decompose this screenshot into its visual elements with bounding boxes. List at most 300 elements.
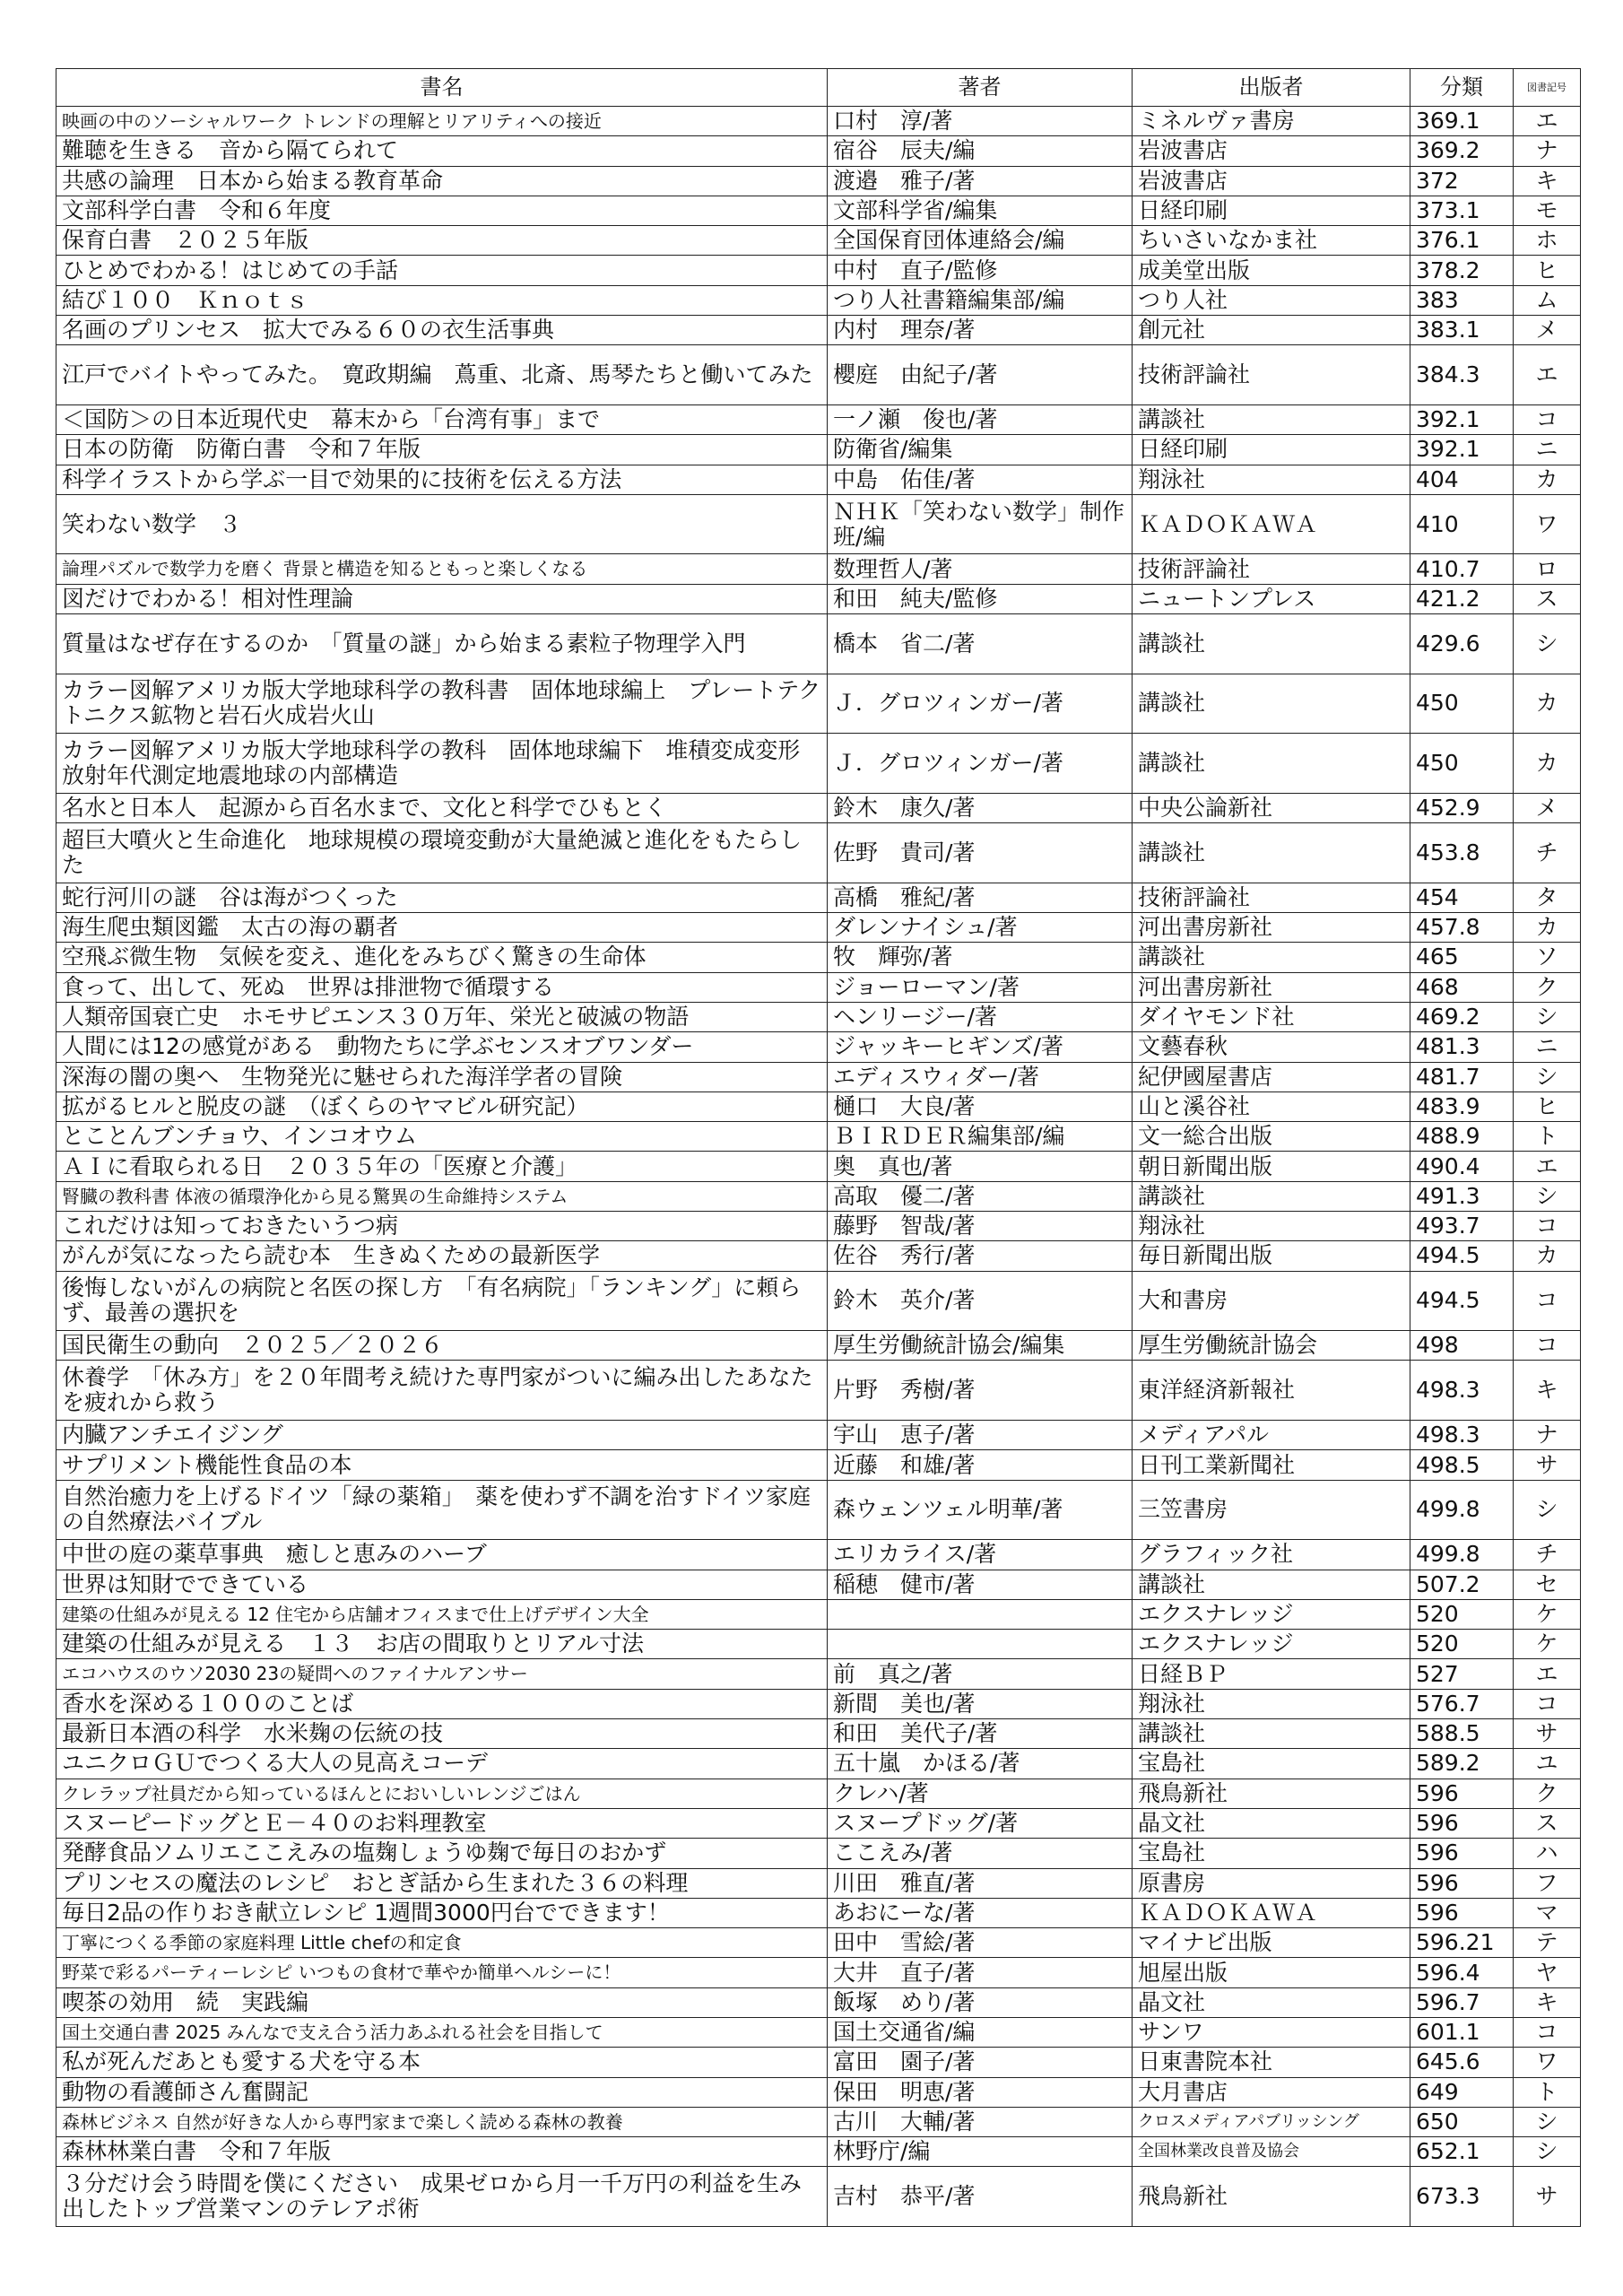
cell-title: 森林ビジネス 自然が好きな人から専門家まで楽しく読める森林の教養 xyxy=(56,2107,828,2136)
header-mark: 図書記号 xyxy=(1514,69,1581,107)
cell-mark: カ xyxy=(1514,734,1581,794)
cell-author: 厚生労働統計協会/編集 xyxy=(828,1331,1133,1361)
cell-title: カラー図解アメリカ版大学地球科学の教科書 固体地球編上 プレートテクトニクス鉱物と岩石火成岩火山 xyxy=(56,674,828,734)
cell-classification: 378.2 xyxy=(1410,256,1514,285)
cell-mark: カ xyxy=(1514,465,1581,494)
cell-mark: サ xyxy=(1514,1450,1581,1480)
cell-title: 人類帝国衰亡史 ホモサピエンス３０万年、栄光と破滅の物語 xyxy=(56,1002,828,1031)
cell-title: 建築の仕組みが見える 12 住宅から店舗オフィスまで仕上げデザイン大全 xyxy=(56,1599,828,1629)
cell-mark: ヒ xyxy=(1514,1091,1581,1121)
cell-author: 宇山 恵子/著 xyxy=(828,1421,1133,1450)
table-row xyxy=(56,1630,1581,1659)
table-row xyxy=(56,1091,1581,1121)
cell-classification: 481.7 xyxy=(1410,1062,1514,1091)
cell-publisher: 飛鳥新社 xyxy=(1133,1779,1410,1808)
table-row xyxy=(56,1839,1581,1868)
cell-publisher: 文藝春秋 xyxy=(1133,1032,1410,1062)
cell-publisher: 講談社 xyxy=(1133,1570,1410,1599)
table-row xyxy=(56,1779,1581,1808)
cell-publisher: 宝島社 xyxy=(1133,1749,1410,1779)
header-publisher: 出版者 xyxy=(1133,69,1410,107)
cell-title: 後悔しないがんの病院と名医の探し方 「有名病院」「ランキング」に頼らず、最善の選択を xyxy=(56,1271,828,1331)
cell-author: 佐谷 秀行/著 xyxy=(828,1241,1133,1271)
cell-title: 建築の仕組みが見える １３ お店の間取りとリアル寸法 xyxy=(56,1630,828,1659)
cell-classification: 452.9 xyxy=(1410,793,1514,822)
cell-publisher: メディアパル xyxy=(1133,1421,1410,1450)
table-row xyxy=(56,1062,1581,1091)
cell-author: 富田 園子/著 xyxy=(828,2048,1133,2077)
cell-mark: ク xyxy=(1514,972,1581,1002)
cell-mark: エ xyxy=(1514,1152,1581,1181)
table-row xyxy=(56,136,1581,166)
cell-title: 映画の中のソーシャルワーク トレンドの理解とリアリティへの接近 xyxy=(56,107,828,136)
table-row xyxy=(56,1868,1581,1898)
cell-classification: 596 xyxy=(1410,1868,1514,1898)
cell-author: 樋口 大良/著 xyxy=(828,1091,1133,1121)
cell-publisher: 技術評論社 xyxy=(1133,883,1410,912)
cell-author: 佐野 貴司/著 xyxy=(828,823,1133,883)
cell-publisher: 講談社 xyxy=(1133,674,1410,734)
table-row xyxy=(56,2077,1581,2107)
cell-publisher: 河出書房新社 xyxy=(1133,972,1410,1002)
cell-classification: 596 xyxy=(1410,1839,1514,1868)
cell-classification: 498.3 xyxy=(1410,1361,1514,1421)
cell-title: 蛇行河川の謎 谷は海がつくった xyxy=(56,883,828,912)
cell-classification: 494.5 xyxy=(1410,1271,1514,1331)
table-row xyxy=(56,2048,1581,2077)
cell-classification: 465 xyxy=(1410,943,1514,972)
cell-author: 文部科学省/編集 xyxy=(828,196,1133,225)
table-row xyxy=(56,1808,1581,1838)
cell-author: 高取 優二/著 xyxy=(828,1181,1133,1211)
table-row xyxy=(56,256,1581,285)
cell-classification: 499.8 xyxy=(1410,1480,1514,1540)
cell-title: 海生爬虫類図鑑 太古の海の覇者 xyxy=(56,913,828,943)
table-row xyxy=(56,1719,1581,1749)
cell-mark: ロ xyxy=(1514,554,1581,584)
table-row xyxy=(56,1570,1581,1599)
cell-mark: ヤ xyxy=(1514,1958,1581,1987)
cell-publisher: 河出書房新社 xyxy=(1133,913,1410,943)
cell-mark: コ xyxy=(1514,1331,1581,1361)
cell-classification: 384.3 xyxy=(1410,345,1514,405)
cell-title: 発酵食品ソムリエここえみの塩麹しょうゆ麹で毎日のおかず xyxy=(56,1839,828,1868)
cell-publisher: 東洋経済新報社 xyxy=(1133,1361,1410,1421)
cell-publisher: 飛鳥新社 xyxy=(1133,2167,1410,2227)
cell-publisher: 技術評論社 xyxy=(1133,554,1410,584)
cell-title: 名水と日本人 起源から百名水まで、文化と科学でひもとく xyxy=(56,793,828,822)
cell-mark: コ xyxy=(1514,2018,1581,2048)
cell-classification: 369.2 xyxy=(1410,136,1514,166)
cell-title: 日本の防衛 防衛白書 令和７年版 xyxy=(56,435,828,465)
cell-mark: キ xyxy=(1514,166,1581,196)
cell-author xyxy=(828,1630,1133,1659)
cell-mark: ホ xyxy=(1514,226,1581,256)
cell-title: 科学イラストから学ぶ一目で効果的に技術を伝える方法 xyxy=(56,465,828,494)
table-row xyxy=(56,2107,1581,2136)
cell-mark: ナ xyxy=(1514,1421,1581,1450)
cell-author: 数理哲人/著 xyxy=(828,554,1133,584)
cell-mark: ケ xyxy=(1514,1630,1581,1659)
header-classification: 分類 xyxy=(1410,69,1514,107)
cell-classification: 520 xyxy=(1410,1599,1514,1629)
cell-publisher: 原書房 xyxy=(1133,1868,1410,1898)
cell-mark: チ xyxy=(1514,1540,1581,1570)
cell-classification: 404 xyxy=(1410,465,1514,494)
table-row xyxy=(56,793,1581,822)
cell-mark: ト xyxy=(1514,2077,1581,2107)
cell-classification: 369.1 xyxy=(1410,107,1514,136)
cell-mark: エ xyxy=(1514,1659,1581,1689)
table-row xyxy=(56,2018,1581,2048)
table-row xyxy=(56,943,1581,972)
table-row xyxy=(56,823,1581,883)
cell-publisher: ちいさいなかま社 xyxy=(1133,226,1410,256)
table-row xyxy=(56,404,1581,434)
cell-classification: 410 xyxy=(1410,494,1514,554)
cell-title: 毎日2品の作りおき献立レシピ 1週間3000円台でできます！ xyxy=(56,1898,828,1927)
cell-classification: 576.7 xyxy=(1410,1689,1514,1718)
cell-author: 新間 美也/著 xyxy=(828,1689,1133,1718)
table-row xyxy=(56,1599,1581,1629)
table-row xyxy=(56,1659,1581,1689)
cell-title: サプリメント機能性食品の本 xyxy=(56,1450,828,1480)
cell-publisher: 大和書房 xyxy=(1133,1271,1410,1331)
cell-mark: コ xyxy=(1514,1211,1581,1240)
cell-publisher: サンワ xyxy=(1133,2018,1410,2048)
cell-classification: 372 xyxy=(1410,166,1514,196)
cell-publisher: 旭屋出版 xyxy=(1133,1958,1410,1987)
cell-author: 川田 雅直/著 xyxy=(828,1868,1133,1898)
cell-classification: 373.1 xyxy=(1410,196,1514,225)
cell-author: エリカライス/著 xyxy=(828,1540,1133,1570)
table-row xyxy=(56,972,1581,1002)
table-row xyxy=(56,107,1581,136)
cell-publisher: 日刊工業新聞社 xyxy=(1133,1450,1410,1480)
table-row xyxy=(56,1689,1581,1718)
cell-mark: ス xyxy=(1514,584,1581,613)
cell-mark: タ xyxy=(1514,883,1581,912)
cell-classification: 494.5 xyxy=(1410,1241,1514,1271)
header-title: 書名 xyxy=(56,69,828,107)
cell-publisher: ＫＡＤＯＫＡＷＡ xyxy=(1133,1898,1410,1927)
cell-classification: 498 xyxy=(1410,1331,1514,1361)
cell-mark: カ xyxy=(1514,913,1581,943)
cell-classification: 596.7 xyxy=(1410,1987,1514,2017)
cell-title: 森林林業白書 令和７年版 xyxy=(56,2137,828,2167)
table-row xyxy=(56,1898,1581,1927)
cell-classification: 410.7 xyxy=(1410,554,1514,584)
cell-title: 図だけでわかる！相対性理論 xyxy=(56,584,828,613)
cell-title: 世界は知財でできている xyxy=(56,1570,828,1599)
cell-title: 食って、出して、死ぬ 世界は排泄物で循環する xyxy=(56,972,828,1002)
cell-title: ひとめでわかる！はじめての手話 xyxy=(56,256,828,285)
cell-classification: 589.2 xyxy=(1410,1749,1514,1779)
table-row xyxy=(56,1032,1581,1062)
cell-author: エディスウィダー/著 xyxy=(828,1062,1133,1091)
table-row xyxy=(56,554,1581,584)
cell-author: 高橋 雅紀/著 xyxy=(828,883,1133,912)
cell-publisher: エクスナレッジ xyxy=(1133,1630,1410,1659)
cell-publisher: 岩波書店 xyxy=(1133,136,1410,166)
cell-author: 林野庁/編 xyxy=(828,2137,1133,2167)
cell-title: 結び１００ Ｋｎｏｔｓ xyxy=(56,285,828,315)
cell-title: 難聴を生きる 音から隔てられて xyxy=(56,136,828,166)
cell-author: Ｊ．グロツィンガー/著 xyxy=(828,734,1133,794)
cell-author: ジャッキーヒギンズ/著 xyxy=(828,1032,1133,1062)
cell-mark: フ xyxy=(1514,1868,1581,1898)
cell-title: 内臓アンチエイジング xyxy=(56,1421,828,1450)
book-list-table xyxy=(56,68,1581,2227)
cell-title: 空飛ぶ微生物 気候を変え、進化をみちびく驚きの生命体 xyxy=(56,943,828,972)
cell-mark: カ xyxy=(1514,1241,1581,1271)
cell-mark: サ xyxy=(1514,2167,1581,2227)
cell-classification: 650 xyxy=(1410,2107,1514,2136)
cell-publisher: ダイヤモンド社 xyxy=(1133,1002,1410,1031)
cell-classification: 596 xyxy=(1410,1898,1514,1927)
table-row xyxy=(56,2167,1581,2227)
cell-mark: ナ xyxy=(1514,136,1581,166)
cell-author: 和田 純夫/監修 xyxy=(828,584,1133,613)
cell-mark: シ xyxy=(1514,2107,1581,2136)
cell-publisher: クロスメディアパブリッシング xyxy=(1133,2107,1410,2136)
cell-mark: シ xyxy=(1514,614,1581,674)
cell-classification: 457.8 xyxy=(1410,913,1514,943)
cell-classification: 645.6 xyxy=(1410,2048,1514,2077)
cell-mark: シ xyxy=(1514,2137,1581,2167)
cell-author: クレハ/著 xyxy=(828,1779,1133,1808)
cell-mark: ニ xyxy=(1514,435,1581,465)
table-row xyxy=(56,883,1581,912)
cell-author: 櫻庭 由紀子/著 xyxy=(828,345,1133,405)
cell-publisher: 創元社 xyxy=(1133,316,1410,345)
cell-author: 防衛省/編集 xyxy=(828,435,1133,465)
cell-title: 論理パズルで数学力を磨く 背景と構造を知るともっと楽しくなる xyxy=(56,554,828,584)
table-row xyxy=(56,2137,1581,2167)
cell-classification: 673.3 xyxy=(1410,2167,1514,2227)
cell-publisher: つり人社 xyxy=(1133,285,1410,315)
cell-author: ジョーローマン/著 xyxy=(828,972,1133,1002)
cell-author: つり人社書籍編集部/編 xyxy=(828,285,1133,315)
cell-publisher: 文一総合出版 xyxy=(1133,1122,1410,1152)
table-row xyxy=(56,1271,1581,1331)
cell-author: 口村 淳/著 xyxy=(828,107,1133,136)
cell-classification: 491.3 xyxy=(1410,1181,1514,1211)
cell-author: 田中 雪絵/著 xyxy=(828,1928,1133,1958)
cell-mark: ヒ xyxy=(1514,256,1581,285)
cell-publisher: 紀伊國屋書店 xyxy=(1133,1062,1410,1091)
cell-author: 藤野 智哉/著 xyxy=(828,1211,1133,1240)
cell-title: 動物の看護師さん奮闘記 xyxy=(56,2077,828,2107)
table-row xyxy=(56,494,1581,554)
cell-title: クレラップ社員だから知っているほんとにおいしいレンジごはん xyxy=(56,1779,828,1808)
cell-classification: 601.1 xyxy=(1410,2018,1514,2048)
cell-title: ３分だけ会う時間を僕にください 成果ゼロから月一千万円の利益を生み出したトップ営業マンのテレアポ術 xyxy=(56,2167,828,2227)
cell-title: 江戸でバイトやってみた。 寛政期編 蔦重、北斎、馬琴たちと働いてみた xyxy=(56,345,828,405)
cell-classification: 376.1 xyxy=(1410,226,1514,256)
table-row xyxy=(56,1958,1581,1987)
cell-author: 中島 佑佳/著 xyxy=(828,465,1133,494)
cell-title: 腎臓の教科書 体液の循環浄化から見る驚異の生命維持システム xyxy=(56,1181,828,1211)
cell-publisher: 翔泳社 xyxy=(1133,465,1410,494)
cell-classification: 596.4 xyxy=(1410,1958,1514,1987)
cell-mark: ハ xyxy=(1514,1839,1581,1868)
cell-publisher: マイナビ出版 xyxy=(1133,1928,1410,1958)
cell-publisher: ミネルヴァ書房 xyxy=(1133,107,1410,136)
cell-publisher: 岩波書店 xyxy=(1133,166,1410,196)
table-row xyxy=(56,1928,1581,1958)
table-row xyxy=(56,1540,1581,1570)
cell-classification: 490.4 xyxy=(1410,1152,1514,1181)
cell-mark: ト xyxy=(1514,1122,1581,1152)
table-row xyxy=(56,1002,1581,1031)
cell-author: ここえみ/著 xyxy=(828,1839,1133,1868)
table-row xyxy=(56,1211,1581,1240)
cell-classification: 588.5 xyxy=(1410,1719,1514,1749)
table-row xyxy=(56,1181,1581,1211)
cell-classification: 483.9 xyxy=(1410,1091,1514,1121)
cell-publisher: 講談社 xyxy=(1133,943,1410,972)
cell-publisher: 講談社 xyxy=(1133,1181,1410,1211)
cell-title: 私が死んだあとも愛する犬を守る本 xyxy=(56,2048,828,2077)
cell-publisher: 晶文社 xyxy=(1133,1808,1410,1838)
cell-author: 鈴木 英介/著 xyxy=(828,1271,1133,1331)
cell-publisher: ＫＡＤＯＫＡＷＡ xyxy=(1133,494,1410,554)
cell-title: 名画のプリンセス 拡大でみる６０の衣生活事典 xyxy=(56,316,828,345)
cell-author: Ｊ．グロツィンガー/著 xyxy=(828,674,1133,734)
cell-author: 古川 大輔/著 xyxy=(828,2107,1133,2136)
cell-publisher: ニュートンプレス xyxy=(1133,584,1410,613)
cell-author: 国土交通省/編 xyxy=(828,2018,1133,2048)
cell-title: 国土交通白書 2025 みんなで支え合う活力あふれる社会を目指して xyxy=(56,2018,828,2048)
cell-title: 保育白書 ２０２５年版 xyxy=(56,226,828,256)
cell-mark: シ xyxy=(1514,1002,1581,1031)
cell-title: 深海の闇の奥へ 生物発光に魅せられた海洋学者の冒険 xyxy=(56,1062,828,1091)
cell-author: ＢＩＲＤＥＲ編集部/編 xyxy=(828,1122,1133,1152)
cell-author xyxy=(828,1599,1133,1629)
cell-author: ヘンリージー/著 xyxy=(828,1002,1133,1031)
cell-mark: マ xyxy=(1514,1898,1581,1927)
cell-title: これだけは知っておきたいうつ病 xyxy=(56,1211,828,1240)
cell-classification: 596 xyxy=(1410,1808,1514,1838)
table-row xyxy=(56,166,1581,196)
cell-mark: ケ xyxy=(1514,1599,1581,1629)
cell-classification: 507.2 xyxy=(1410,1570,1514,1599)
cell-author: 保田 明恵/著 xyxy=(828,2077,1133,2107)
cell-publisher: 講談社 xyxy=(1133,823,1410,883)
table-row xyxy=(56,345,1581,405)
cell-mark: エ xyxy=(1514,107,1581,136)
cell-publisher: 中央公論新社 xyxy=(1133,793,1410,822)
cell-classification: 469.2 xyxy=(1410,1002,1514,1031)
cell-title: 香水を深める１００のことば xyxy=(56,1689,828,1718)
cell-classification: 520 xyxy=(1410,1630,1514,1659)
cell-author: あおにーな/著 xyxy=(828,1898,1133,1927)
cell-title: 笑わない数学 ３ xyxy=(56,494,828,554)
cell-classification: 429.6 xyxy=(1410,614,1514,674)
cell-mark: テ xyxy=(1514,1928,1581,1958)
cell-publisher: 毎日新聞出版 xyxy=(1133,1241,1410,1271)
table-row xyxy=(56,1749,1581,1779)
cell-author: 鈴木 康久/著 xyxy=(828,793,1133,822)
table-row xyxy=(56,1152,1581,1181)
cell-publisher: グラフィック社 xyxy=(1133,1540,1410,1570)
cell-title: 最新日本酒の科学 水米麹の伝統の技 xyxy=(56,1719,828,1749)
table-row xyxy=(56,1421,1581,1450)
cell-author: 稲穂 健市/著 xyxy=(828,1570,1133,1599)
cell-author: 大井 直子/著 xyxy=(828,1958,1133,1987)
cell-classification: 468 xyxy=(1410,972,1514,1002)
table-row xyxy=(56,196,1581,225)
cell-author: ＮＨＫ「笑わない数学」制作班/編 xyxy=(828,494,1133,554)
cell-publisher: 講談社 xyxy=(1133,1719,1410,1749)
cell-title: 国民衛生の動向 ２０２５／２０２６ xyxy=(56,1331,828,1361)
cell-publisher: 講談社 xyxy=(1133,404,1410,434)
cell-classification: 493.7 xyxy=(1410,1211,1514,1240)
cell-publisher: 山と溪谷社 xyxy=(1133,1091,1410,1121)
table-row xyxy=(56,674,1581,734)
cell-classification: 383.1 xyxy=(1410,316,1514,345)
cell-title: 中世の庭の薬草事典 癒しと恵みのハーブ xyxy=(56,1540,828,1570)
cell-classification: 488.9 xyxy=(1410,1122,1514,1152)
cell-author: 奥 真也/著 xyxy=(828,1152,1133,1181)
table-row xyxy=(56,435,1581,465)
cell-classification: 652.1 xyxy=(1410,2137,1514,2167)
cell-title: 野菜で彩るパーティーレシピ いつもの食材で華やか簡単ヘルシーに！ xyxy=(56,1958,828,1987)
table-row xyxy=(56,614,1581,674)
cell-author: 前 真之/著 xyxy=(828,1659,1133,1689)
cell-mark: カ xyxy=(1514,674,1581,734)
cell-classification: 596 xyxy=(1410,1779,1514,1808)
cell-publisher: エクスナレッジ xyxy=(1133,1599,1410,1629)
cell-author: 内村 理奈/著 xyxy=(828,316,1133,345)
cell-classification: 499.8 xyxy=(1410,1540,1514,1570)
cell-title: とことんブンチョウ、インコオウム xyxy=(56,1122,828,1152)
cell-author: 森ウェンツェル明華/著 xyxy=(828,1480,1133,1540)
cell-author: スヌープドッグ/著 xyxy=(828,1808,1133,1838)
table-row xyxy=(56,285,1581,315)
cell-author: 近藤 和雄/著 xyxy=(828,1450,1133,1480)
cell-author: 宿谷 辰夫/編 xyxy=(828,136,1133,166)
cell-classification: 383 xyxy=(1410,285,1514,315)
cell-author: 渡邉 雅子/著 xyxy=(828,166,1133,196)
cell-publisher: 技術評論社 xyxy=(1133,345,1410,405)
cell-title: 文部科学白書 令和６年度 xyxy=(56,196,828,225)
cell-publisher: 成美堂出版 xyxy=(1133,256,1410,285)
cell-mark: エ xyxy=(1514,345,1581,405)
table-row xyxy=(56,1987,1581,2017)
table-row xyxy=(56,226,1581,256)
cell-classification: 450 xyxy=(1410,734,1514,794)
cell-title: 自然治癒力を上げるドイツ「緑の薬箱」 薬を使わず不調を治すドイツ家庭の自然療法バイブル xyxy=(56,1480,828,1540)
cell-title: ＡＩに看取られる日 ２０３５年の「医療と介護」 xyxy=(56,1152,828,1181)
cell-classification: 498.5 xyxy=(1410,1450,1514,1480)
table-row xyxy=(56,1361,1581,1421)
cell-mark: ニ xyxy=(1514,1032,1581,1062)
cell-mark: キ xyxy=(1514,1361,1581,1421)
cell-title: 丁寧につくる季節の家庭料理 Little chefの和定食 xyxy=(56,1928,828,1958)
table-row xyxy=(56,316,1581,345)
cell-mark: キ xyxy=(1514,1987,1581,2017)
cell-classification: 498.3 xyxy=(1410,1421,1514,1450)
cell-mark: コ xyxy=(1514,1271,1581,1331)
cell-title: ＜国防＞の日本近現代史 幕末から「台湾有事」まで xyxy=(56,404,828,434)
cell-mark: メ xyxy=(1514,316,1581,345)
cell-mark: シ xyxy=(1514,1480,1581,1540)
cell-classification: 527 xyxy=(1410,1659,1514,1689)
cell-classification: 454 xyxy=(1410,883,1514,912)
cell-mark: コ xyxy=(1514,404,1581,434)
